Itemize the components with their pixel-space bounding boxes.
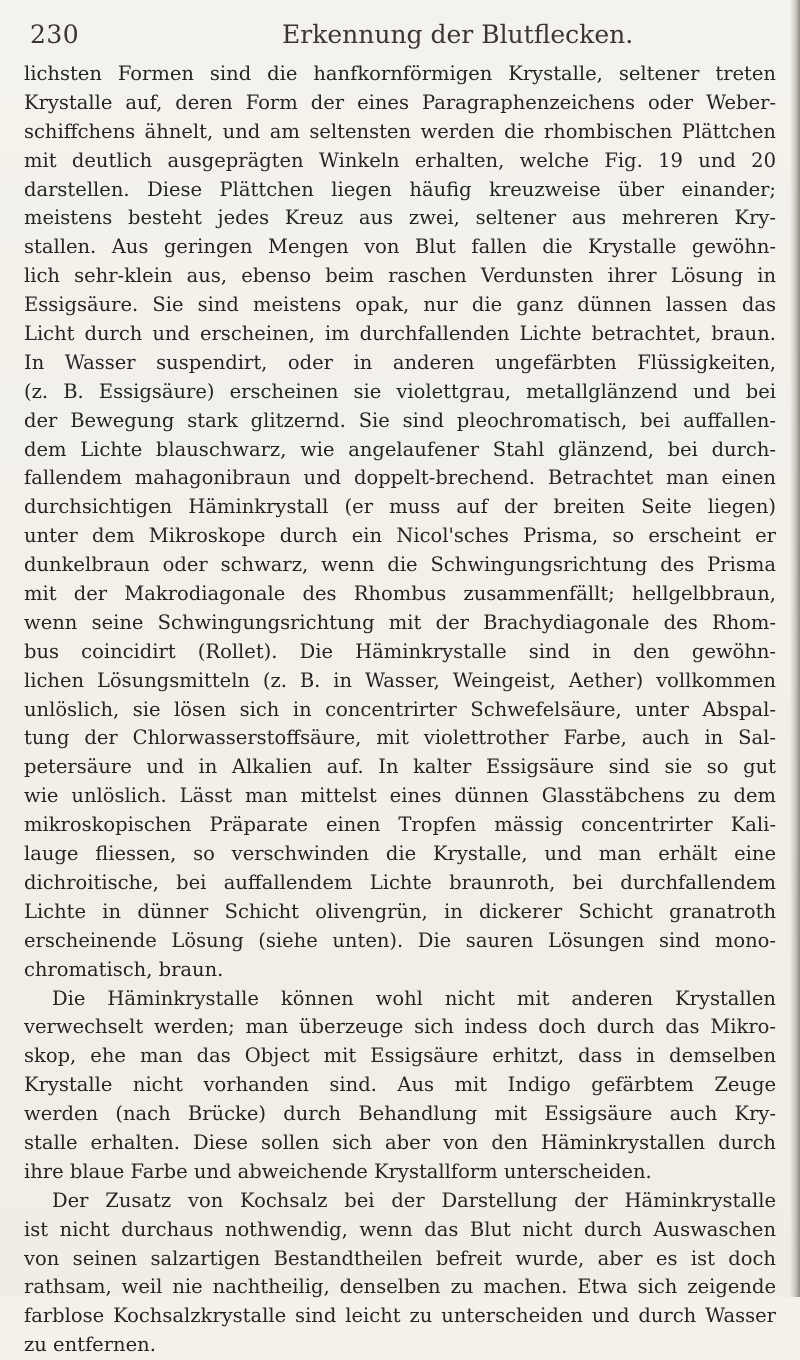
paragraph-end-line: chromatisch, braun. [24, 957, 224, 981]
text-line: mikroskopischen Präparate einen Tropfen mässig concentrirter Kali- [24, 813, 776, 837]
paragraph-end-line: zu entfernen. [24, 1333, 156, 1357]
text-line: Licht durch und erscheinen, im durchfallenden Lichte betrachtet, braun. [24, 322, 776, 346]
page-edge-shadow [790, 0, 800, 1297]
text-line: Krystalle nicht vorhanden sind. Aus mit Indigo gefärbtem Zeuge [24, 1073, 776, 1097]
text-line: meistens besteht jedes Kreuz aus zwei, seltener aus mehreren Kry- [24, 206, 776, 230]
text-line: verwechselt werden; man überzeuge sich indess doch durch das Mikro- [24, 1015, 776, 1039]
text-line: petersäure und in Alkalien auf. In kalter Essigsäure sind sie so gut [24, 755, 776, 779]
text-line: mit deutlich ausgeprägten Winkeln erhalten, welche Fig. 19 und 20 [24, 148, 776, 172]
text-line: dunkelbraun oder schwarz, wenn die Schwingungsrichtung des Prisma [24, 553, 776, 577]
text-line: lichen Lösungsmitteln (z. B. in Wasser, Weingeist, Aether) vollkommen [24, 668, 776, 692]
text-line: Lichte in dünner Schicht olivengrün, in dickerer Schicht granatroth [24, 899, 776, 923]
text-line: stalle erhalten. Diese sollen sich aber von den Häminkrystallen durch [24, 1130, 776, 1154]
text-line: ist nicht durchaus nothwendig, wenn das Blut nicht durch Auswaschen [24, 1217, 776, 1241]
text-line: der Bewegung stark glitzernd. Sie sind pleochromatisch, bei auffallen- [24, 408, 776, 432]
paragraph-start-line: Die Häminkrystalle können wohl nicht mit anderen Krystallen [52, 986, 776, 1010]
text-line: unter dem Mikroskope durch ein Nicol'sches Prisma, so erscheint er [24, 524, 776, 548]
page-number: 230 [30, 20, 80, 49]
text-line: erscheinende Lösung (siehe unten). Die sauren Lösungen sind mono- [24, 928, 776, 952]
text-line: mit der Makrodiagonale des Rhombus zusammenfällt; hellgelbbraun, [24, 582, 776, 606]
text-line: tung der Chlorwasserstoffsäure, mit violettrother Farbe, auch in Sal- [24, 726, 776, 750]
text-line: rathsam, weil nie nachtheilig, denselben zu machen. Etwa sich zeigende [24, 1275, 776, 1299]
text-line: lichsten Formen sind die hanfkornförmigen Krystalle, seltener treten [24, 62, 776, 85]
paragraph-start-line: Der Zusatz von Kochsalz bei der Darstellung der Häminkrystalle [52, 1188, 776, 1212]
text-line: darstellen. Diese Plättchen liegen häufig kreuzweise über einander; [24, 177, 776, 201]
text-line: skop, ehe man das Object mit Essigsäure erhitzt, dass in demselben [24, 1044, 776, 1068]
text-line: dem Lichte blauschwarz, wie angelaufener Stahl glänzend, bei durch- [24, 437, 776, 461]
text-line: stallen. Aus geringen Mengen von Blut fallen die Krystalle gewöhn- [24, 235, 776, 259]
running-title: Erkennung der Blutflecken. [282, 20, 634, 49]
text-line: farblose Kochsalzkrystalle sind leicht zu unterscheiden und durch Wasser [24, 1304, 776, 1328]
text-line: lich sehr-klein aus, ebenso beim raschen Verdunsten ihrer Lösung in [24, 264, 776, 288]
paragraph-end-line: ihre blaue Farbe und abweichende Krystallform unterscheiden. [24, 1159, 652, 1183]
text-line: Essigsäure. Sie sind meistens opak, nur die ganz dünnen lassen das [24, 293, 776, 317]
text-line: werden (nach Brücke) durch Behandlung mit Essigsäure auch Kry- [24, 1102, 776, 1126]
text-line: In Wasser suspendirt, oder in anderen ungefärbten Flüssigkeiten, [24, 350, 776, 374]
text-line: wie unlöslich. Lässt man mittelst eines dünnen Glasstäbchens zu dem [24, 784, 776, 808]
body-text [24, 60, 776, 1360]
text-line: schiffchens ähnelt, und am seltensten werden die rhombischen Plättchen [24, 119, 776, 143]
text-line: bus coincidirt (Rollet). Die Häminkrystalle sind in den gewöhn- [24, 639, 776, 663]
text-line: lauge fliessen, so verschwinden die Krystalle, und man erhält eine [24, 842, 776, 866]
text-line: durchsichtigen Häminkrystall (er muss auf der breiten Seite liegen) [24, 495, 776, 519]
text-line: dichroitische, bei auffallendem Lichte braunroth, bei durchfallendem [24, 870, 776, 894]
page-header [30, 14, 780, 54]
text-line: (z. B. Essigsäure) erscheinen sie violettgrau, metallglänzend und bei [24, 379, 776, 403]
text-line: von seinen salzartigen Bestandtheilen befreit wurde, aber es ist doch [24, 1246, 776, 1270]
text-line: unlöslich, sie lösen sich in concentrirter Schwefelsäure, unter Abspal- [24, 697, 776, 721]
text-line: wenn seine Schwingungsrichtung mit der Brachydiagonale des Rhom- [24, 610, 776, 634]
text-line: fallendem mahagonibraun und doppelt-brechend. Betrachtet man einen [24, 466, 776, 490]
text-line: Krystalle auf, deren Form der eines Paragraphenzeichens oder Weber- [24, 90, 776, 114]
